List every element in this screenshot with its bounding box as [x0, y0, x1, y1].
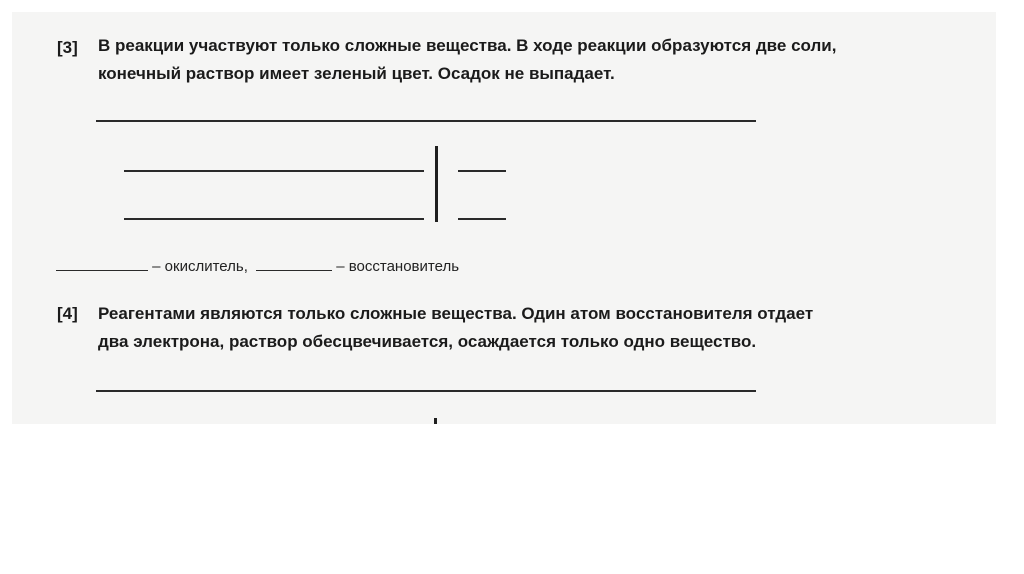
task-4-line-1: Реагентами являются только сложные вещества. Один атом восстановителя отдает	[98, 304, 814, 323]
half-reaction-line-2[interactable]	[124, 218, 424, 220]
reducer-label: – восстановитель	[336, 258, 460, 275]
balance-divider	[435, 146, 438, 222]
task-4-text	[98, 300, 813, 356]
worksheet-page	[12, 12, 996, 424]
equation-answer-line[interactable]	[96, 120, 756, 122]
coefficient-line-2[interactable]	[458, 218, 506, 220]
half-reaction-line-1[interactable]	[124, 170, 424, 172]
oxidizer-blank[interactable]	[56, 256, 148, 271]
task-3-number: [3]	[57, 38, 78, 57]
task-4-number: [4]	[57, 304, 78, 323]
oxidizer-label: – окислитель,	[152, 258, 248, 275]
task-4-balance-divider	[434, 418, 437, 424]
task-3-line-2: конечный раствор имеет зеленый цвет. Осадок не выпадает.	[98, 64, 615, 83]
task-3-line-1: В реакции участвуют только сложные вещества. В ходе реакции образуются две соли,	[98, 36, 837, 55]
task-4-equation-line[interactable]	[96, 390, 756, 392]
roles-row	[56, 256, 459, 275]
task-3-text	[98, 32, 836, 88]
reducer-blank[interactable]	[256, 256, 332, 271]
coefficient-line-1[interactable]	[458, 170, 506, 172]
task-4-line-2: два электрона, раствор обесцвечивается, осаждается только одно вещество.	[98, 332, 757, 351]
